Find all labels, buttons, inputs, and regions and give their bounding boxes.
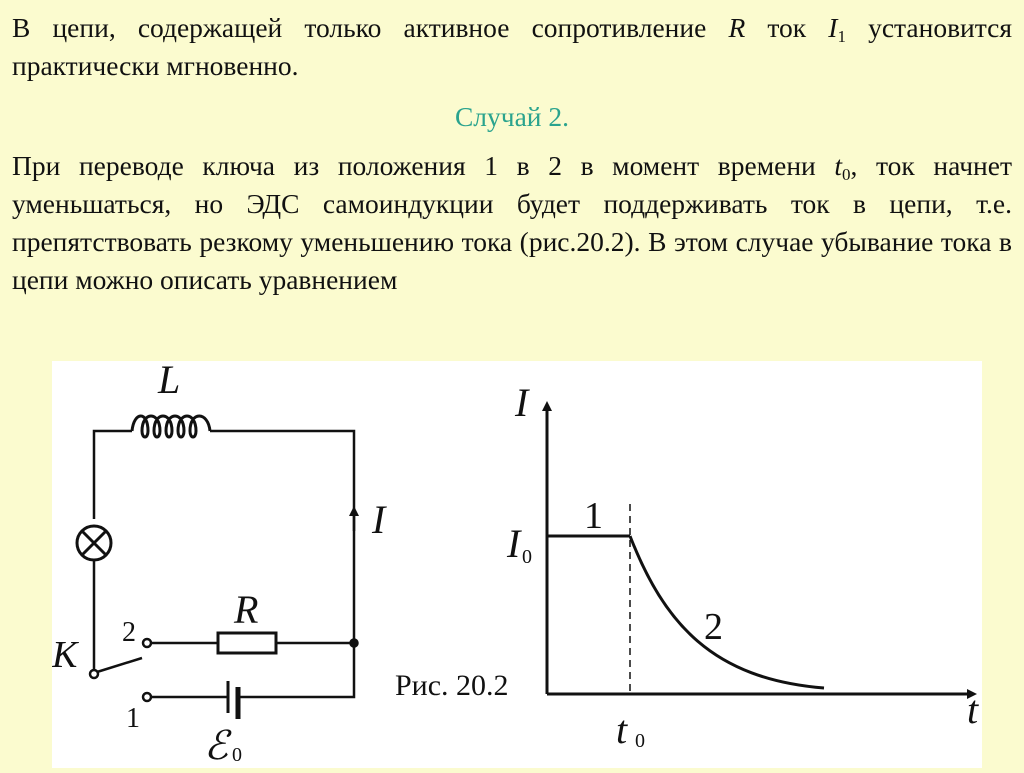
paragraph-1-text-b: ток [745,12,829,43]
time-label-t0: t [616,707,628,752]
symbol-t0-subscript: 0 [842,165,851,185]
wire-right-bottom [245,643,354,697]
label-emf: ℰ [204,723,229,768]
segment-1-label: 1 [584,495,603,537]
circuit-diagram [77,416,358,719]
figure-20-2 [52,361,982,768]
switch-contact-1 [143,693,151,701]
figure-caption: Рис. 20.2 [395,669,509,702]
time-label-t0-subscript: 0 [635,730,645,752]
wire-top-right [210,431,354,643]
level-label-I0: I [507,521,521,566]
paragraph-1-text-c: установится практически мгновенно. [12,12,1012,81]
label-current-I: I [372,497,386,542]
symbol-I1: I [828,12,838,43]
paragraph-1 [12,9,1012,85]
resistor [218,633,276,653]
label-emf-subscript: 0 [232,744,242,766]
paragraph-1-text-a: В цепи, содержащей только активное сопротивление [12,12,729,43]
x-axis-label: t [967,687,979,732]
current-vs-time-graph [506,380,979,752]
decay-curve [630,536,824,688]
junction-dot [351,640,358,647]
label-R: R [234,587,259,632]
wire-top-left [94,431,132,519]
symbol-R: R [728,12,746,43]
switch-contact-2 [143,639,151,647]
paragraph-2-text-a: При переводе ключа из положения 1 в 2 в момент времени [12,150,835,181]
inductor-coil [132,416,210,437]
paragraph-2 [12,147,1012,299]
figure-svg [52,361,982,768]
paragraph-2-text-b: , ток начнет уменьшаться, но ЭДС самоиндукции будет поддерживать ток в цепи, т.е. препятствовать резкому уменьшению тока (рис.20.2). В этом случае убывание тока в цепи можно описать уравнением [12,150,1012,295]
label-L: L [158,361,181,402]
circuit-labels [52,361,387,768]
level-label-I0-subscript: 0 [522,546,532,568]
label-K: K [52,634,78,676]
label-position-1: 1 [126,703,140,734]
y-axis-label: I [515,380,529,425]
symbol-t0: t [834,150,843,181]
case-heading: Случай 2. [454,101,570,132]
lamp-cross [82,531,106,555]
segment-2-label: 2 [704,606,723,648]
switch-blade [97,658,142,672]
symbol-I1-subscript: 1 [837,27,846,47]
label-position-2: 2 [122,617,136,648]
